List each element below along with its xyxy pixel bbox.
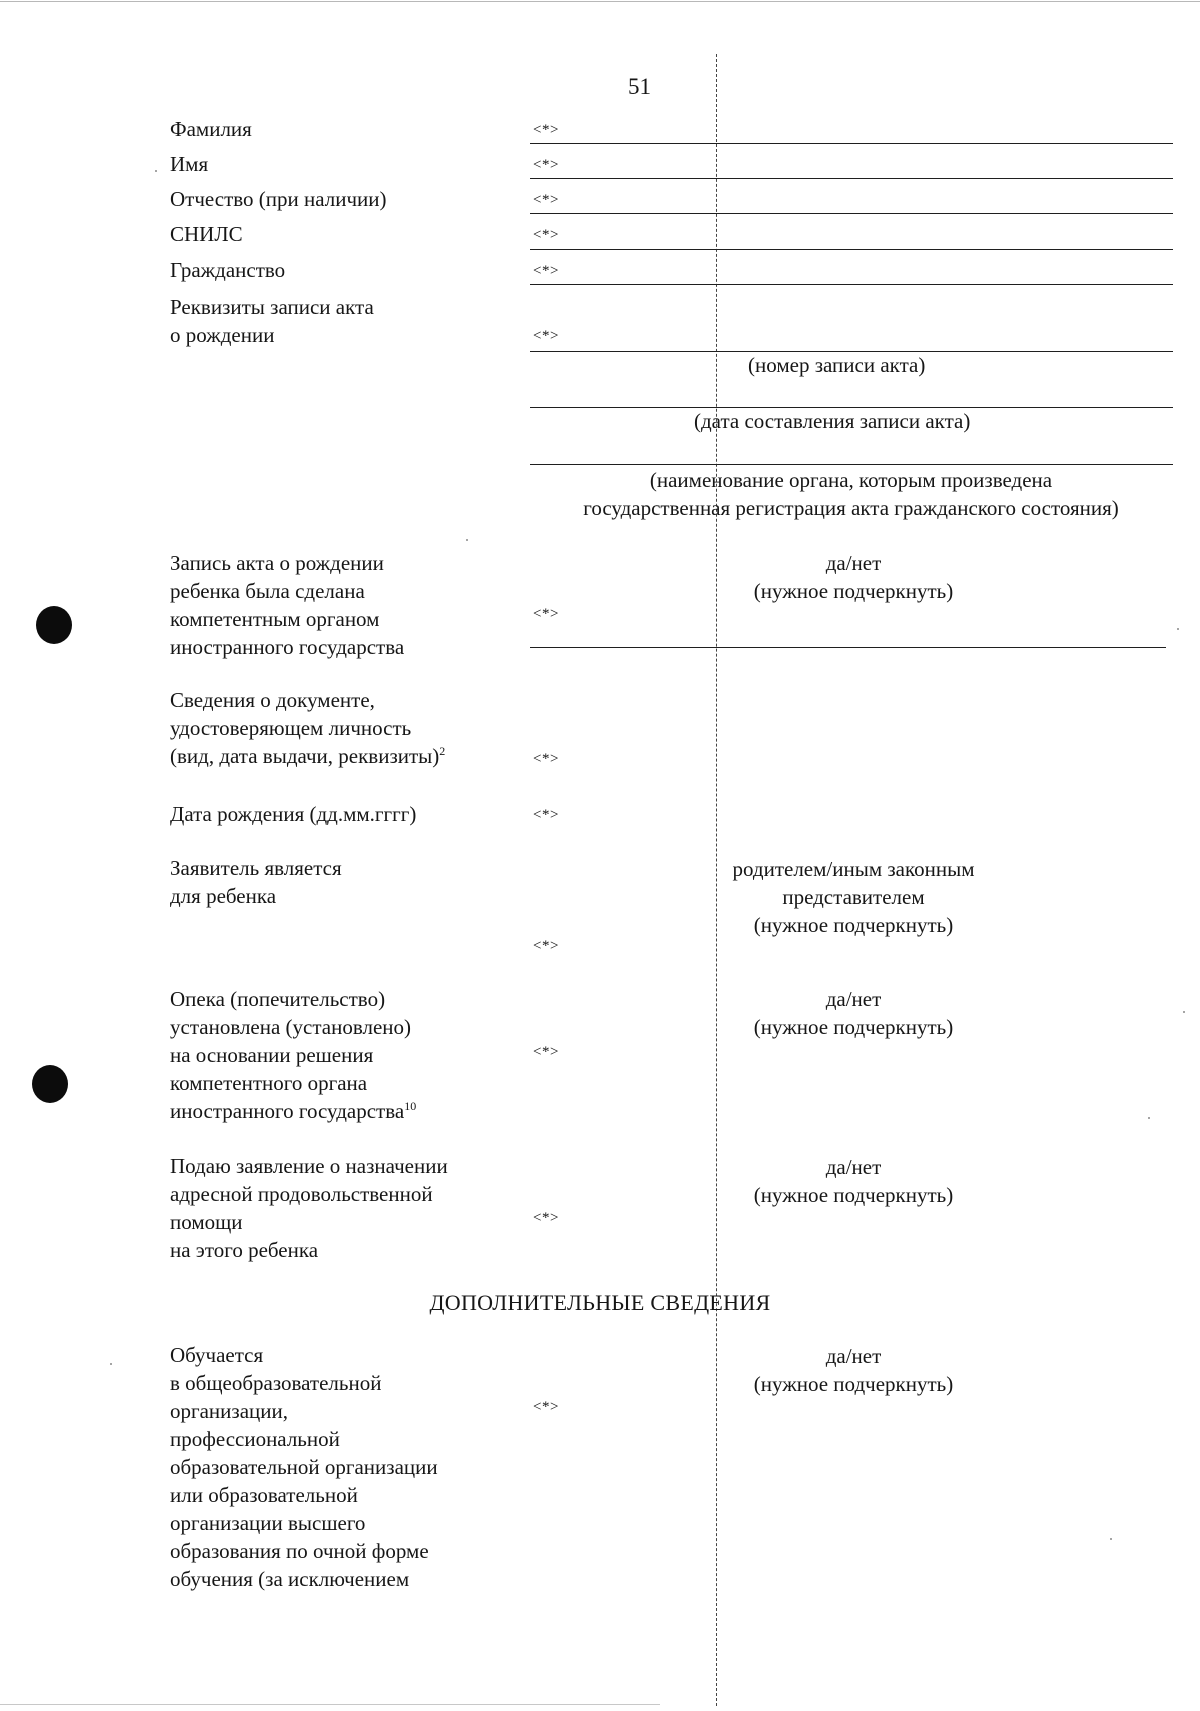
- page-number: 51: [628, 74, 651, 99]
- scan-edge-top: [0, 1, 1200, 2]
- label-line: компетентного органа: [170, 1071, 368, 1095]
- punch-hole-upper: [36, 606, 72, 644]
- education-label: [170, 1341, 438, 1593]
- footnote-marker: 10: [404, 1099, 417, 1113]
- required-marker: <*>: [533, 122, 559, 138]
- label-line: иностранного государства: [170, 635, 405, 659]
- required-marker: <*>: [533, 1399, 559, 1415]
- label-line: Опека (попечительство): [170, 987, 386, 1011]
- scan-speck: [466, 539, 468, 541]
- label-line: Сведения о документе,: [170, 688, 375, 712]
- label-line: образования по очной форме: [170, 1539, 429, 1563]
- label-line: или образовательной: [170, 1483, 358, 1507]
- label-line: удостоверяющем личность: [170, 716, 412, 740]
- label-line-text: иностранного государства: [170, 1099, 405, 1123]
- required-marker: <*>: [533, 192, 559, 208]
- label-line: адресной продовольственной: [170, 1182, 433, 1206]
- label-line: Заявитель является: [170, 856, 342, 880]
- label-line: в общеобразовательной: [170, 1371, 382, 1395]
- footnote-marker: 2: [439, 744, 446, 758]
- label-line: компетентным органом: [170, 607, 380, 631]
- scan-speck: [1177, 628, 1179, 630]
- scan-edge-bottom: [0, 1704, 660, 1705]
- registration-authority-caption: [541, 466, 1161, 522]
- applicant-role-choice[interactable]: [716, 855, 991, 939]
- label-line: организации,: [170, 1399, 288, 1423]
- required-marker: <*>: [533, 938, 559, 954]
- patronymic-label: Отчество (при наличии): [170, 187, 387, 211]
- scan-speck: [155, 170, 157, 172]
- birth-record-label-line: Реквизиты записи акта: [170, 295, 374, 319]
- choice-options[interactable]: да/нет: [825, 551, 882, 575]
- label-line: организации высшего: [170, 1511, 366, 1535]
- name-label: Имя: [170, 152, 209, 176]
- punch-hole-lower: [32, 1065, 68, 1103]
- choice-hint: (нужное подчеркнуть): [753, 1372, 954, 1396]
- birth-record-label-line: о рождении: [170, 323, 275, 347]
- label-line: [170, 1097, 416, 1125]
- surname-field-line[interactable]: [530, 143, 1173, 144]
- snils-label: СНИЛС: [170, 222, 243, 246]
- foreign-record-choice[interactable]: [716, 549, 991, 605]
- required-marker: <*>: [533, 263, 559, 279]
- section-title: ДОПОЛНИТЕЛЬНЫЕ СВЕДЕНИЯ: [429, 1290, 771, 1315]
- snils-field-line[interactable]: [530, 249, 1173, 250]
- citizenship-field-line[interactable]: [530, 284, 1173, 285]
- scan-speck: [1148, 1117, 1150, 1119]
- foreign-record-label: [170, 549, 404, 661]
- choice-options[interactable]: да/нет: [825, 1344, 882, 1368]
- label-line: на этого ребенка: [170, 1238, 319, 1262]
- label-line: обучения (за исключением: [170, 1567, 410, 1591]
- scan-speck: [1110, 1538, 1112, 1540]
- scan-speck: [110, 1363, 112, 1365]
- label-line: [170, 742, 445, 770]
- choice-hint: (нужное подчеркнуть): [753, 913, 954, 937]
- guardianship-choice[interactable]: [716, 985, 991, 1041]
- label-line: образовательной организации: [170, 1455, 438, 1479]
- food-aid-label: [170, 1152, 448, 1264]
- education-choice[interactable]: [716, 1342, 991, 1398]
- required-marker: <*>: [533, 807, 559, 823]
- choice-hint: (нужное подчеркнуть): [753, 1183, 954, 1207]
- citizenship-label: Гражданство: [170, 258, 286, 282]
- choice-hint: (нужное подчеркнуть): [753, 1015, 954, 1039]
- label-line: профессиональной: [170, 1427, 340, 1451]
- label-line: помощи: [170, 1210, 243, 1234]
- choice-options[interactable]: родителем/иным законным: [732, 857, 975, 881]
- foreign-record-divider: [530, 647, 1166, 648]
- record-number-caption: (номер записи акта): [748, 353, 926, 377]
- label-line-text: (вид, дата выдачи, реквизиты): [170, 744, 440, 768]
- caption-line: (наименование органа, которым произведена: [649, 468, 1053, 492]
- required-marker: <*>: [533, 227, 559, 243]
- food-aid-choice[interactable]: [716, 1153, 991, 1209]
- surname-label: Фамилия: [170, 117, 252, 141]
- applicant-role-label: [170, 854, 342, 910]
- required-marker: <*>: [533, 751, 559, 767]
- label-line: на основании решения: [170, 1043, 374, 1067]
- required-marker: <*>: [533, 157, 559, 173]
- choice-options[interactable]: да/нет: [825, 1155, 882, 1179]
- required-marker: <*>: [533, 1210, 559, 1226]
- label-line: Обучается: [170, 1343, 264, 1367]
- identity-document-label: [170, 686, 445, 770]
- record-date-caption: (дата составления записи акта): [694, 409, 971, 433]
- required-marker: <*>: [533, 606, 559, 622]
- required-marker: <*>: [533, 328, 559, 344]
- label-line: Подаю заявление о назначении: [170, 1154, 448, 1178]
- guardianship-label: [170, 985, 416, 1125]
- patronymic-field-line[interactable]: [530, 213, 1173, 214]
- scan-speck: [1183, 1011, 1185, 1013]
- choice-options[interactable]: представителем: [782, 885, 925, 909]
- label-line: ребенка была сделана: [170, 579, 365, 603]
- label-line: для ребенка: [170, 884, 277, 908]
- birth-date-label: Дата рождения (дд.мм.гггг): [170, 802, 417, 826]
- name-field-line[interactable]: [530, 178, 1173, 179]
- label-line: установлена (установлено): [170, 1015, 412, 1039]
- registration-authority-field-line[interactable]: [530, 464, 1173, 465]
- caption-line: государственная регистрация акта гражданского состояния): [583, 496, 1119, 520]
- choice-hint: (нужное подчеркнуть): [753, 579, 954, 603]
- choice-options[interactable]: да/нет: [825, 987, 882, 1011]
- label-line: Запись акта о рождении: [170, 551, 384, 575]
- required-marker: <*>: [533, 1044, 559, 1060]
